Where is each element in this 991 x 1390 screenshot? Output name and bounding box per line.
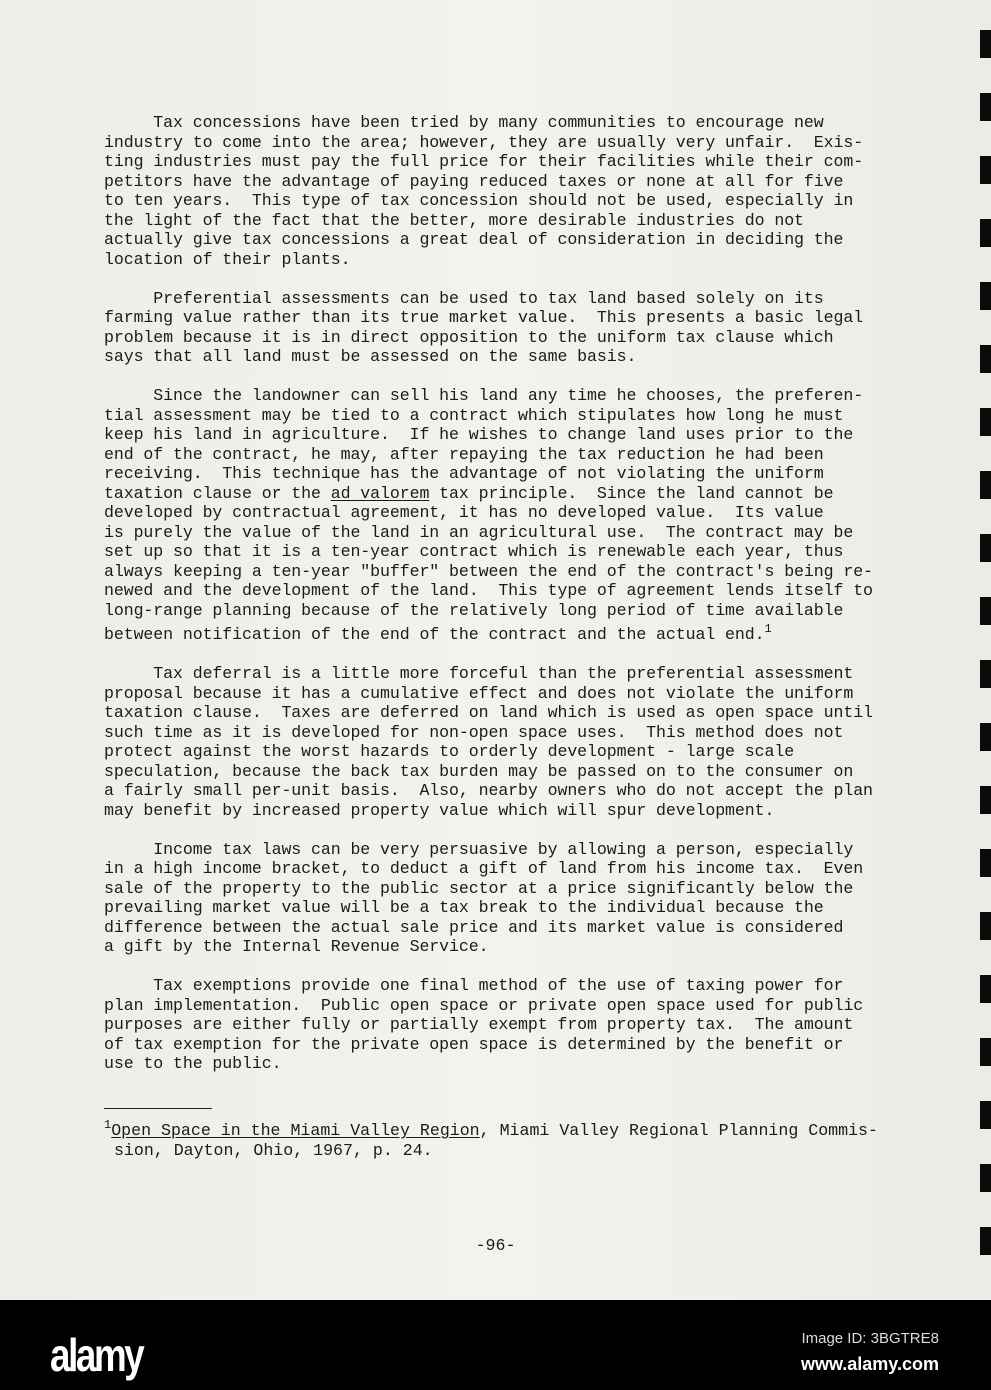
text-line xyxy=(104,445,984,465)
text-line xyxy=(104,230,984,250)
text-line xyxy=(104,601,984,621)
text-line xyxy=(104,250,984,270)
text-segment: newed and the development of the land. This type of agreement lends itself to xyxy=(104,581,873,600)
text-segment: Since the landowner can sell his land any time he chooses, the preferen- xyxy=(104,386,864,405)
binding-mark xyxy=(980,1164,991,1192)
watermark-url: www.alamy.com xyxy=(800,1354,939,1374)
paragraph xyxy=(104,113,984,269)
text-line xyxy=(104,976,984,996)
text-segment: the light of the fact that the better, more desirable industries do not xyxy=(104,210,804,230)
footnote xyxy=(104,1116,878,1160)
text-segment: tial assessment may be tied to a contract which stipulates how long he must xyxy=(104,405,844,425)
text-segment: receiving. This technique has the advantage of not violating the uniform xyxy=(104,464,824,483)
binding-mark xyxy=(980,723,991,751)
text-segment: prevailing market value will be a tax break to the individual because the xyxy=(104,898,824,917)
binding-mark xyxy=(980,849,991,877)
text-line xyxy=(104,859,984,879)
paragraph xyxy=(104,664,984,820)
text-segment: plan implementation. Public open space or private open space used for public xyxy=(104,995,864,1015)
text-line xyxy=(104,503,984,523)
binding-mark xyxy=(980,975,991,1003)
paragraph xyxy=(104,289,984,367)
text-segment: purposes are either fully or partially exempt from property tax. The amount xyxy=(104,1015,854,1034)
body-text xyxy=(104,113,984,1093)
text-segment: developed by contractual agreement, it has no developed value. Its value xyxy=(104,503,824,522)
text-line xyxy=(104,347,984,367)
text-line xyxy=(104,308,984,328)
text-line xyxy=(104,879,984,899)
text-line xyxy=(104,406,984,426)
text-line xyxy=(104,684,984,704)
text-segment: such time as it is developed for non-open space uses. This method does not xyxy=(104,722,844,742)
binding-mark xyxy=(980,1038,991,1066)
text-line xyxy=(104,620,984,645)
text-line xyxy=(104,133,984,153)
text-line xyxy=(104,328,984,348)
text-segment: set up so that it is a ten-year contract which is renewable each year, thus xyxy=(104,542,844,561)
binding-mark xyxy=(980,1227,991,1255)
text-line xyxy=(104,191,984,211)
text-line xyxy=(104,211,984,231)
text-line xyxy=(104,937,984,957)
text-segment: in a high income bracket, to deduct a gift of land from his income tax. Even xyxy=(104,859,864,878)
text-segment: sale of the property to the public sector at a price significantly below the xyxy=(104,878,854,898)
text-line xyxy=(104,464,984,484)
binding-mark xyxy=(980,219,991,247)
binding-mark xyxy=(980,93,991,121)
text-line xyxy=(104,581,984,601)
text-segment: is purely the value of the land in an agricultural use. The contract may be xyxy=(104,522,854,542)
text-segment: long-range planning because of the relatively long period of time available xyxy=(104,600,844,620)
footnote-title: Open Space in the Miami Valley Region xyxy=(111,1121,480,1140)
binding-mark xyxy=(980,282,991,310)
page-number: -96- xyxy=(475,1236,516,1255)
text-line xyxy=(104,918,984,938)
text-segment: Income tax laws can be very persuasive by allowing a person, especially xyxy=(104,839,854,859)
text-segment: use to the public. xyxy=(104,1054,282,1073)
text-segment: Tax concessions have been tried by many communities to encourage new xyxy=(104,113,824,132)
text-line xyxy=(104,542,984,562)
text-line xyxy=(104,1035,984,1055)
text-segment: Tax deferral is a little more forceful than the preferential assessment xyxy=(104,664,854,683)
binding-mark xyxy=(980,1101,991,1129)
text-line xyxy=(104,523,984,543)
text-line xyxy=(104,386,984,406)
text-segment: a gift by the Internal Revenue Service. xyxy=(104,937,489,956)
text-line xyxy=(104,898,984,918)
text-segment: protect against the worst hazards to orderly development - large scale xyxy=(104,742,795,761)
text-line xyxy=(104,762,984,782)
text-segment: industry to come into the area; however, they are usually very unfair. Exis- xyxy=(104,132,864,152)
text-line xyxy=(104,781,984,801)
text-line xyxy=(104,289,984,309)
text-segment: of tax exemption for the private open space is determined by the benefit or xyxy=(104,1034,844,1054)
text-line xyxy=(104,425,984,445)
text-segment: difference between the actual sale price and its market value is considered xyxy=(104,917,844,937)
paragraph xyxy=(104,840,984,957)
binding-mark xyxy=(980,597,991,625)
footnote-rest: , Miami Valley Regional Planning Commis- xyxy=(479,1121,878,1140)
text-line xyxy=(104,840,984,860)
footnote-marker: 1 xyxy=(104,1118,112,1132)
footnote-line2: sion, Dayton, Ohio, 1967, p. 24. xyxy=(104,1140,433,1160)
text-segment: Tax exemptions provide one final method of the use of taxing power for xyxy=(104,976,844,995)
text-segment: to ten years. This type of tax concession should not be used, especially in xyxy=(104,191,854,210)
underlined-term: ad valorem xyxy=(330,483,430,503)
binding-mark xyxy=(980,156,991,184)
text-segment: a fairly small per-unit basis. Also, nearby owners who do not accept the plan xyxy=(104,781,873,800)
alamy-logo: alamy xyxy=(50,1329,143,1381)
text-segment: petitors have the advantage of paying reduced taxes or none at all for five xyxy=(104,171,844,191)
binding-mark xyxy=(980,408,991,436)
binding-mark xyxy=(980,786,991,814)
watermark-banner xyxy=(0,1300,991,1390)
text-segment: end of the contract, he may, after repaying the tax reduction he had been xyxy=(104,444,824,464)
footnote-rule xyxy=(104,1108,212,1109)
text-line xyxy=(104,703,984,723)
paragraph xyxy=(104,976,984,1074)
paragraph xyxy=(104,386,984,645)
binding-mark xyxy=(980,30,991,58)
text-line xyxy=(104,742,984,762)
text-line xyxy=(104,152,984,172)
text-segment: Preferential assessments can be used to tax land based solely on its xyxy=(104,288,824,308)
text-segment: farming value rather than its true market value. This presents a basic legal xyxy=(104,308,864,327)
binding-mark xyxy=(980,660,991,688)
text-line xyxy=(104,996,984,1016)
text-segment: always keeping a ten-year "buffer" between the end of the contract's being re- xyxy=(104,561,873,581)
text-segment: problem because it is in direct opposition to the uniform tax clause which xyxy=(104,327,834,347)
binding-mark xyxy=(980,471,991,499)
text-segment: taxation clause or the xyxy=(104,483,331,503)
text-segment: proposal because it has a cumulative effect and does not violate the uniform xyxy=(104,683,854,703)
binding-mark xyxy=(980,912,991,940)
text-segment: between notification of the end of the contract and the actual end. xyxy=(104,625,765,644)
footnote-ref: 1 xyxy=(764,622,772,636)
text-line xyxy=(104,664,984,684)
text-segment: location of their plants. xyxy=(104,249,351,269)
text-segment: ting industries must pay the full price for their facilities while their com- xyxy=(104,152,864,171)
text-line xyxy=(104,172,984,192)
text-segment: keep his land in agriculture. If he wishes to change land uses prior to the xyxy=(104,425,854,444)
image-id: Image ID: 3BGTRE8 xyxy=(801,1330,939,1347)
text-segment: actually give tax concessions a great deal of consideration in deciding the xyxy=(104,230,844,249)
text-line xyxy=(104,723,984,743)
text-line xyxy=(104,562,984,582)
binding-mark xyxy=(980,534,991,562)
text-segment: taxation clause. Taxes are deferred on land which is used as open space until xyxy=(104,703,873,722)
text-line xyxy=(104,113,984,133)
text-line xyxy=(104,484,984,504)
text-segment: speculation, because the back tax burden may be passed on to the consumer on xyxy=(104,761,854,781)
text-segment: tax principle. Since the land cannot be xyxy=(429,483,834,503)
text-line xyxy=(104,1054,984,1074)
binding-mark xyxy=(980,345,991,373)
text-segment: may benefit by increased property value which will spur development. xyxy=(104,800,775,820)
text-line xyxy=(104,801,984,821)
text-segment: says that all land must be assessed on the same basis. xyxy=(104,347,637,366)
text-line xyxy=(104,1015,984,1035)
